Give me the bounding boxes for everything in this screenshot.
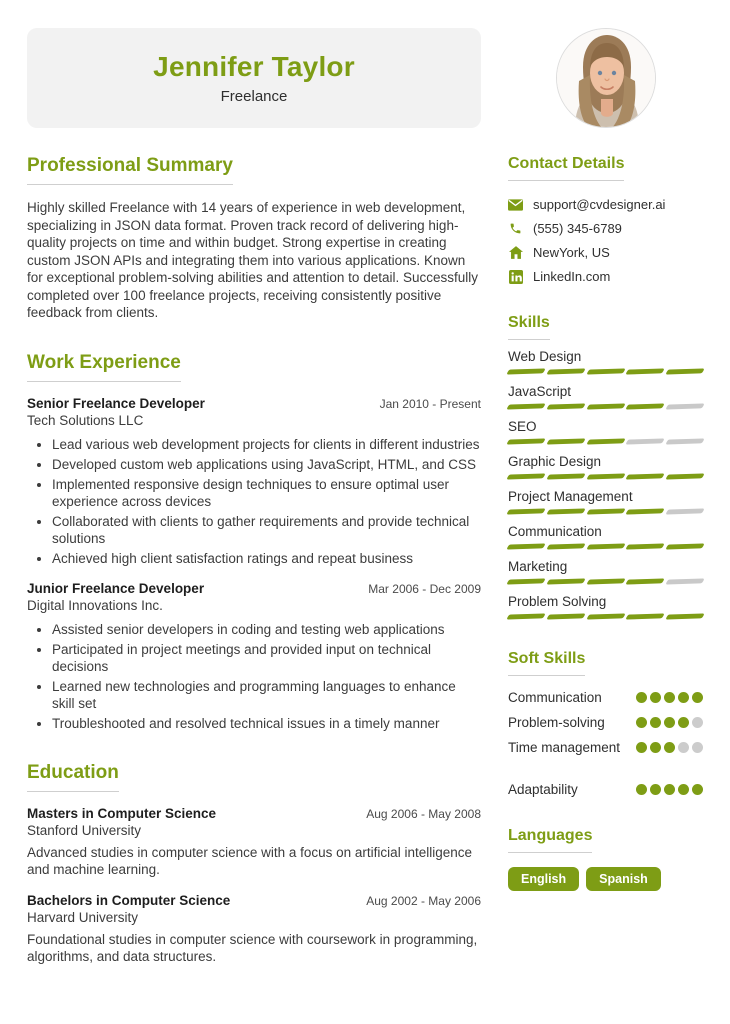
- bar-segment: [665, 438, 704, 444]
- job-entry: [27, 581, 481, 732]
- job-bullet: • Collaborated with clients to gather requirements and provide technical solutions: [52, 513, 481, 547]
- skill-item: [508, 349, 703, 375]
- bar-segment: [626, 403, 665, 409]
- candidate-name: Jennifer Taylor: [153, 51, 355, 82]
- candidate-title: Freelance: [220, 88, 288, 105]
- job-bullet: • Troubleshooted and resolved technical issues in a timely manner: [52, 715, 481, 732]
- rating-dot: [664, 784, 675, 795]
- languages-list: [508, 867, 703, 891]
- bar-segment: [626, 473, 665, 479]
- rating-dot: [636, 784, 647, 795]
- soft-skill-item: [508, 782, 703, 797]
- skills-heading: Skills: [508, 314, 550, 340]
- bar-segment: [665, 403, 704, 409]
- bar-segment: [506, 543, 545, 549]
- language-badge: English: [508, 867, 579, 891]
- summary-heading: Professional Summary: [27, 155, 233, 185]
- contact-email[interactable]: support@cvdesigner.ai: [533, 197, 666, 212]
- soft-skill-dots: [636, 784, 703, 795]
- soft-skill-label: Time management: [508, 740, 621, 755]
- job-bullet: • Implemented responsive design techniques to ensure optimal user experience across devices: [52, 476, 481, 510]
- education-description: Foundational studies in computer science with coursework in programming, algorithms, and data structures.: [27, 931, 478, 965]
- bar-segment: [626, 578, 665, 584]
- skill-item: [508, 454, 703, 480]
- rating-dot: [650, 717, 661, 728]
- contact-location: NewYork, US: [533, 245, 610, 260]
- rating-dot: [692, 692, 703, 703]
- rating-dot: [678, 742, 689, 753]
- job-bullet: • Lead various web development projects for clients in different industries: [52, 436, 481, 453]
- bar-segment: [586, 473, 625, 479]
- home-icon: [508, 245, 523, 260]
- email-icon: [508, 197, 523, 212]
- job-head: [27, 396, 481, 411]
- bar-segment: [665, 543, 704, 549]
- soft-skills-heading: Soft Skills: [508, 650, 585, 676]
- bar-segment: [506, 578, 545, 584]
- avatar-wrap: [508, 28, 703, 128]
- soft-skill-label: Problem-solving: [508, 715, 605, 730]
- bar-segment: [546, 438, 585, 444]
- phone-icon: [508, 221, 523, 236]
- soft-skill-label: Communication: [508, 690, 602, 705]
- education-entry: [27, 893, 481, 966]
- job-company: Tech Solutions LLC: [27, 412, 144, 428]
- contact-row-location: [508, 245, 703, 260]
- skill-bar: [508, 474, 703, 480]
- rating-dot: [664, 742, 675, 753]
- bar-segment: [506, 473, 545, 479]
- job-bullet: • Developed custom web applications using JavaScript, HTML, and CSS: [52, 456, 481, 473]
- skill-label: JavaScript: [508, 384, 572, 399]
- section-professional-summary: [27, 155, 481, 322]
- soft-skill-item: [508, 690, 703, 705]
- job-head: [27, 581, 481, 596]
- header: [27, 28, 703, 128]
- education-head: [27, 806, 481, 821]
- name-box: [27, 28, 481, 128]
- soft-skill-label: Adaptability: [508, 782, 578, 797]
- soft-skill-item: [508, 715, 703, 730]
- bar-segment: [586, 403, 625, 409]
- bar-segment: [506, 613, 545, 619]
- soft-skills-list: [508, 690, 703, 797]
- summary-text: Highly skilled Freelance with 14 years of experience in web development, specializing in JSON data format. Proven track record of delivering high-quality projects on time and within budget. Strong expertise in creating custom JSON APIs and integrating them into various applications. Known for exceptional problem-solving abilities and attention to detail. Successfully completed over 100 freelance projects, receiving consistently positive feedback from clients.: [27, 200, 478, 321]
- degree: Masters in Computer Science: [27, 805, 217, 821]
- contact-heading: Contact Details: [508, 155, 624, 181]
- contact-row-phone: [508, 221, 703, 236]
- skill-item: [508, 419, 703, 445]
- school: Harvard University: [27, 909, 139, 925]
- content-columns: [27, 155, 703, 996]
- job-bullet-list: [27, 436, 481, 567]
- rating-dot: [678, 692, 689, 703]
- job-dates: Mar 2006 - Dec 2009: [368, 581, 481, 596]
- education-entry: [27, 806, 481, 879]
- bar-segment: [506, 368, 545, 374]
- bar-segment: [506, 508, 545, 514]
- bar-segment: [586, 368, 625, 374]
- skill-bar: [508, 404, 703, 410]
- skill-bar: [508, 369, 703, 375]
- bar-segment: [626, 438, 665, 444]
- skill-bar: [508, 509, 703, 515]
- section-skills: [508, 314, 703, 620]
- soft-skill-item: [508, 740, 703, 755]
- bar-segment: [626, 368, 665, 374]
- skills-list: [508, 349, 703, 620]
- skill-label: Problem Solving: [508, 594, 607, 609]
- section-languages: [508, 827, 703, 891]
- bar-segment: [626, 508, 665, 514]
- skill-label: Graphic Design: [508, 454, 602, 469]
- bar-segment: [626, 613, 665, 619]
- bar-segment: [626, 543, 665, 549]
- rating-dot: [692, 742, 703, 753]
- bar-segment: [546, 613, 585, 619]
- job-entry: [27, 396, 481, 567]
- rating-dot: [692, 717, 703, 728]
- skill-item: [508, 594, 703, 620]
- bar-segment: [506, 438, 545, 444]
- skill-label: SEO: [508, 419, 537, 434]
- contact-linkedin[interactable]: LinkedIn.com: [533, 269, 611, 284]
- school: Stanford University: [27, 822, 142, 838]
- rating-dot: [636, 717, 647, 728]
- job-bullet: • Learned new technologies and programming languages to enhance skill set: [52, 678, 481, 712]
- job-bullet: • Assisted senior developers in coding and testing web applications: [52, 621, 481, 638]
- work-heading: Work Experience: [27, 352, 181, 382]
- job-title: Junior Freelance Developer: [27, 580, 205, 596]
- soft-skill-dots: [636, 742, 703, 753]
- skill-bar: [508, 579, 703, 585]
- bar-segment: [665, 578, 704, 584]
- education-dates: Aug 2006 - May 2008: [366, 806, 481, 821]
- section-contact-details: [508, 155, 703, 284]
- rating-dot: [650, 742, 661, 753]
- rating-dot: [636, 742, 647, 753]
- left-column: [27, 155, 481, 996]
- contact-phone: (555) 345-6789: [533, 221, 622, 236]
- job-bullet-list: [27, 621, 481, 732]
- rating-dot: [678, 717, 689, 728]
- bar-segment: [586, 578, 625, 584]
- rating-dot: [650, 692, 661, 703]
- bar-segment: [546, 508, 585, 514]
- language-badge: Spanish: [586, 867, 661, 891]
- skill-bar: [508, 544, 703, 550]
- job-bullet: • Participated in project meetings and provided input on technical decisions: [52, 641, 481, 675]
- job-dates: Jan 2010 - Present: [379, 396, 481, 411]
- rating-dot: [664, 717, 675, 728]
- bar-segment: [546, 578, 585, 584]
- contact-row-email: [508, 197, 703, 212]
- contact-row-linkedin: [508, 269, 703, 284]
- degree: Bachelors in Computer Science: [27, 892, 231, 908]
- bar-segment: [506, 403, 545, 409]
- rating-dot: [678, 784, 689, 795]
- bar-segment: [665, 473, 704, 479]
- education-description: Advanced studies in computer science with a focus on artificial intelligence and machine learning.: [27, 844, 472, 878]
- skill-label: Marketing: [508, 559, 568, 574]
- linkedin-icon: [508, 269, 523, 284]
- contact-list: [508, 197, 703, 284]
- bar-segment: [665, 613, 704, 619]
- skill-item: [508, 384, 703, 410]
- right-column: [508, 155, 703, 996]
- profile-photo-illustration: [557, 29, 656, 128]
- skill-label: Web Design: [508, 349, 582, 364]
- languages-heading: Languages: [508, 827, 592, 853]
- bar-segment: [586, 508, 625, 514]
- bar-segment: [546, 543, 585, 549]
- skill-bar: [508, 439, 703, 445]
- section-soft-skills: [508, 650, 703, 797]
- skill-label: Communication: [508, 524, 602, 539]
- job-bullet: • Achieved high client satisfaction ratings and repeat business: [52, 550, 481, 567]
- section-education: [27, 762, 481, 966]
- bar-segment: [665, 368, 704, 374]
- bar-segment: [546, 473, 585, 479]
- bar-segment: [586, 613, 625, 619]
- rating-dot: [636, 692, 647, 703]
- soft-skill-dots: [636, 717, 703, 728]
- job-company: Digital Innovations Inc.: [27, 597, 163, 613]
- job-title: Senior Freelance Developer: [27, 395, 205, 411]
- bar-segment: [586, 543, 625, 549]
- rating-dot: [664, 692, 675, 703]
- skill-label: Project Management: [508, 489, 633, 504]
- education-dates: Aug 2002 - May 2006: [366, 893, 481, 908]
- soft-skill-dots: [636, 692, 703, 703]
- rating-dot: [692, 784, 703, 795]
- avatar: [556, 28, 656, 128]
- bar-segment: [665, 508, 704, 514]
- bar-segment: [586, 438, 625, 444]
- skill-item: [508, 559, 703, 585]
- education-head: [27, 893, 481, 908]
- rating-dot: [650, 784, 661, 795]
- bar-segment: [546, 368, 585, 374]
- skill-bar: [508, 614, 703, 620]
- skill-item: [508, 489, 703, 515]
- bar-segment: [546, 403, 585, 409]
- section-work-experience: [27, 352, 481, 732]
- skill-item: [508, 524, 703, 550]
- education-heading: Education: [27, 762, 119, 792]
